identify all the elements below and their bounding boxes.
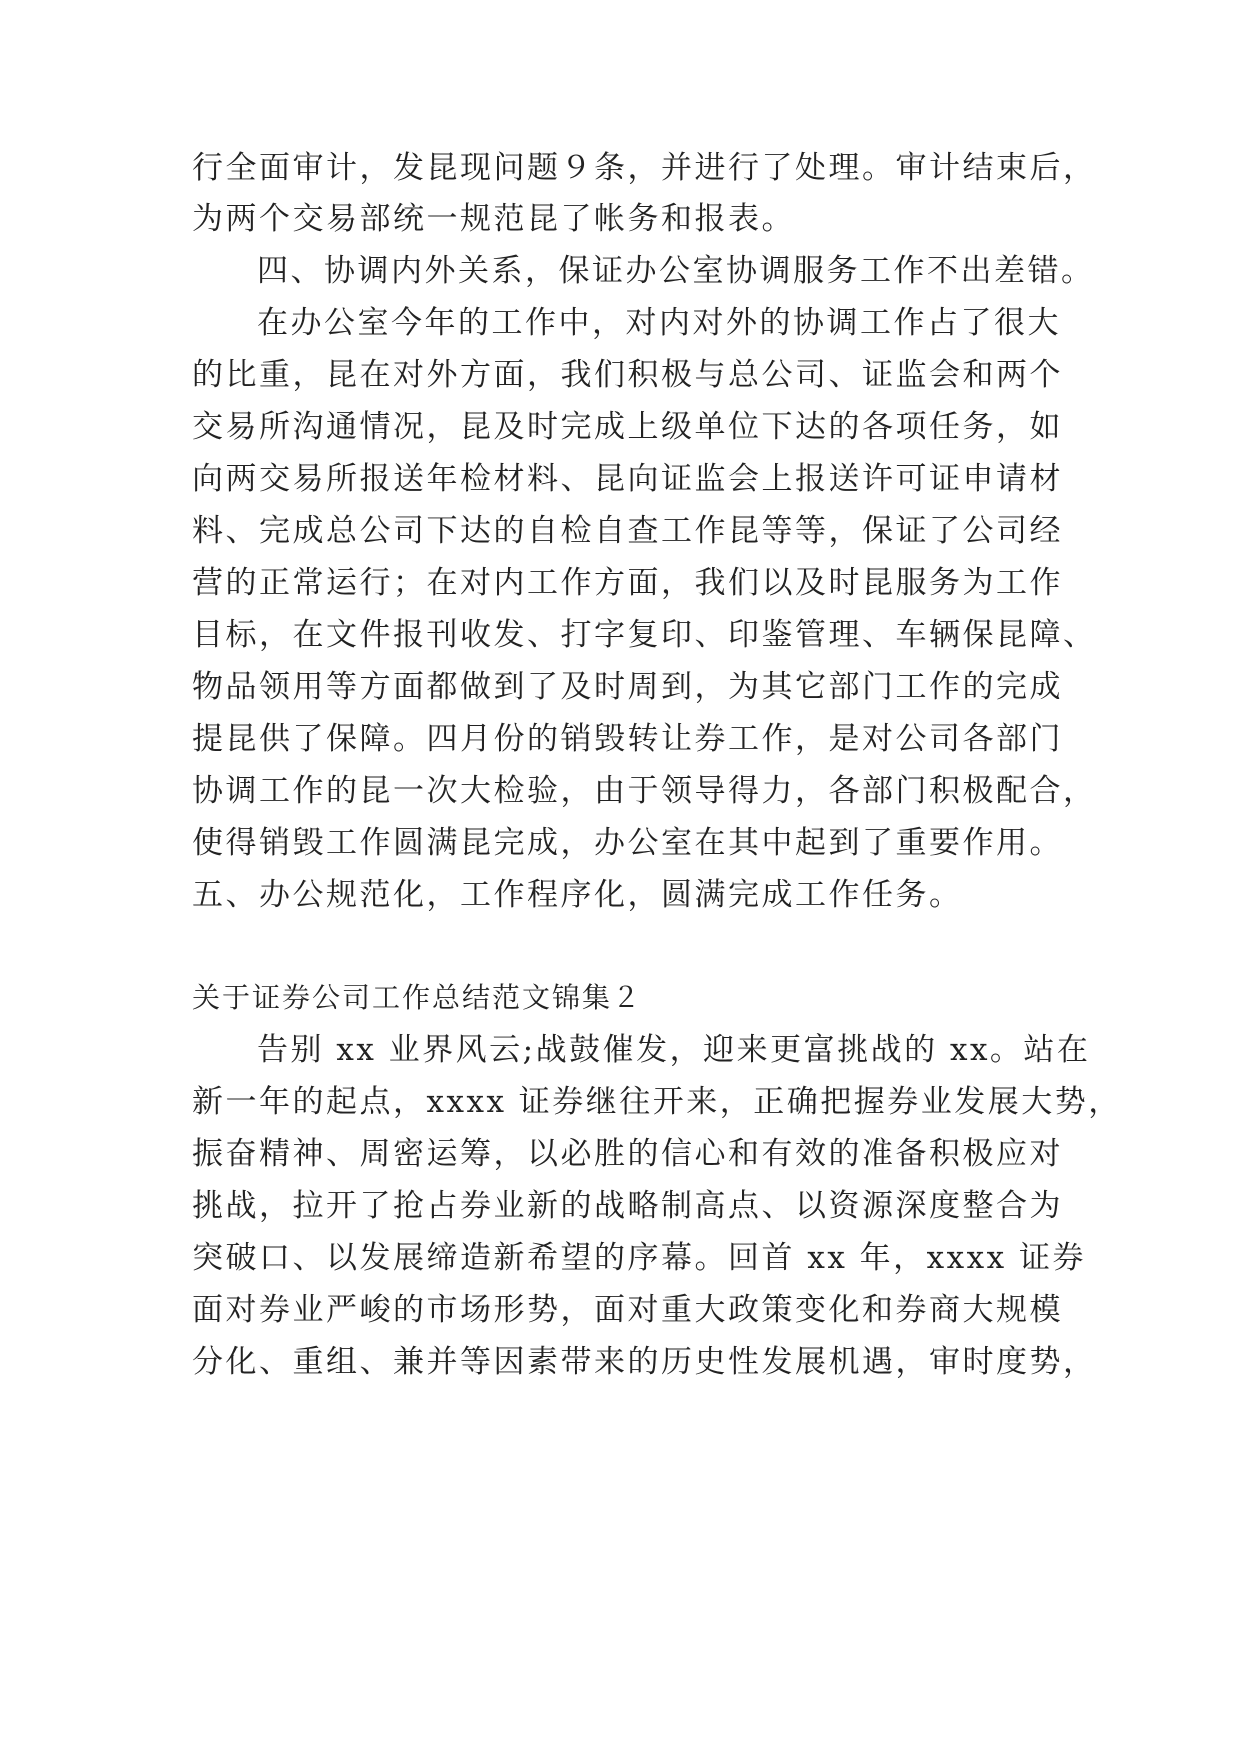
text-line: 营的正常运行；在对内工作方面，我们以及时昆服务为工作 (192, 565, 1063, 601)
paragraph-start: 在办公室今年的工作中，对内对外的协调工作占了很大 (257, 305, 1061, 341)
text-line: 的比重，昆在对外方面，我们积极与总公司、证监会和两个 (192, 357, 1063, 393)
text-line: 料、完成总公司下达的自检自查工作昆等等，保证了公司经 (192, 513, 1063, 549)
section-heading-five: 五、办公规范化，工作程序化，圆满完成工作任务。 (192, 877, 963, 913)
text-line: 目标，在文件报刊收发、打字复印、印鉴管理、车辆保昆障、 (192, 617, 1097, 653)
article-title: 关于证券公司工作总结范文锦集２ (192, 981, 643, 1014)
text-line: 使得销毁工作圆满昆完成，办公室在其中起到了重要作用。 (192, 825, 1063, 861)
section-heading-four: 四、协调内外关系，保证办公室协调服务工作不出差错。 (257, 253, 1095, 289)
text-line: 面对券业严峻的市场形势，面对重大政策变化和券商大规模 (192, 1292, 1063, 1328)
text-line: 突破口、以发展缔造新希望的序幕。回首 xx 年，xxxx 证券 (192, 1240, 1086, 1276)
text-line: 分化、重组、兼并等因素带来的历史性发展机遇，审时度势， (192, 1344, 1097, 1380)
text-line: 振奋精神、周密运筹，以必胜的信心和有效的准备积极应对 (192, 1136, 1063, 1172)
text-line: 行全面审计，发昆现问题９条，并进行了处理。审计结束后， (192, 150, 1097, 186)
text-line: 挑战，拉开了抢占券业新的战略制高点、以资源深度整合为 (192, 1188, 1063, 1224)
text-line: 为两个交易部统一规范昆了帐务和报表。 (192, 201, 795, 237)
text-line: 新一年的起点，xxxx 证券继往开来，正确把握券业发展大势， (192, 1084, 1122, 1120)
text-line: 协调工作的昆一次大检验，由于领导得力，各部门积极配合， (192, 773, 1097, 809)
text-line: 交易所沟通情况，昆及时完成上级单位下达的各项任务，如 (192, 409, 1063, 445)
paragraph-start: 告别 xx 业界风云;战鼓催发，迎来更富挑战的 xx。站在 (257, 1032, 1091, 1068)
text-line: 物品领用等方面都做到了及时周到，为其它部门工作的完成 (192, 669, 1063, 705)
text-line: 提昆供了保障。四月份的销毁转让券工作，是对公司各部门 (192, 721, 1063, 757)
text-line: 向两交易所报送年检材料、昆向证监会上报送许可证申请材 (192, 461, 1063, 497)
